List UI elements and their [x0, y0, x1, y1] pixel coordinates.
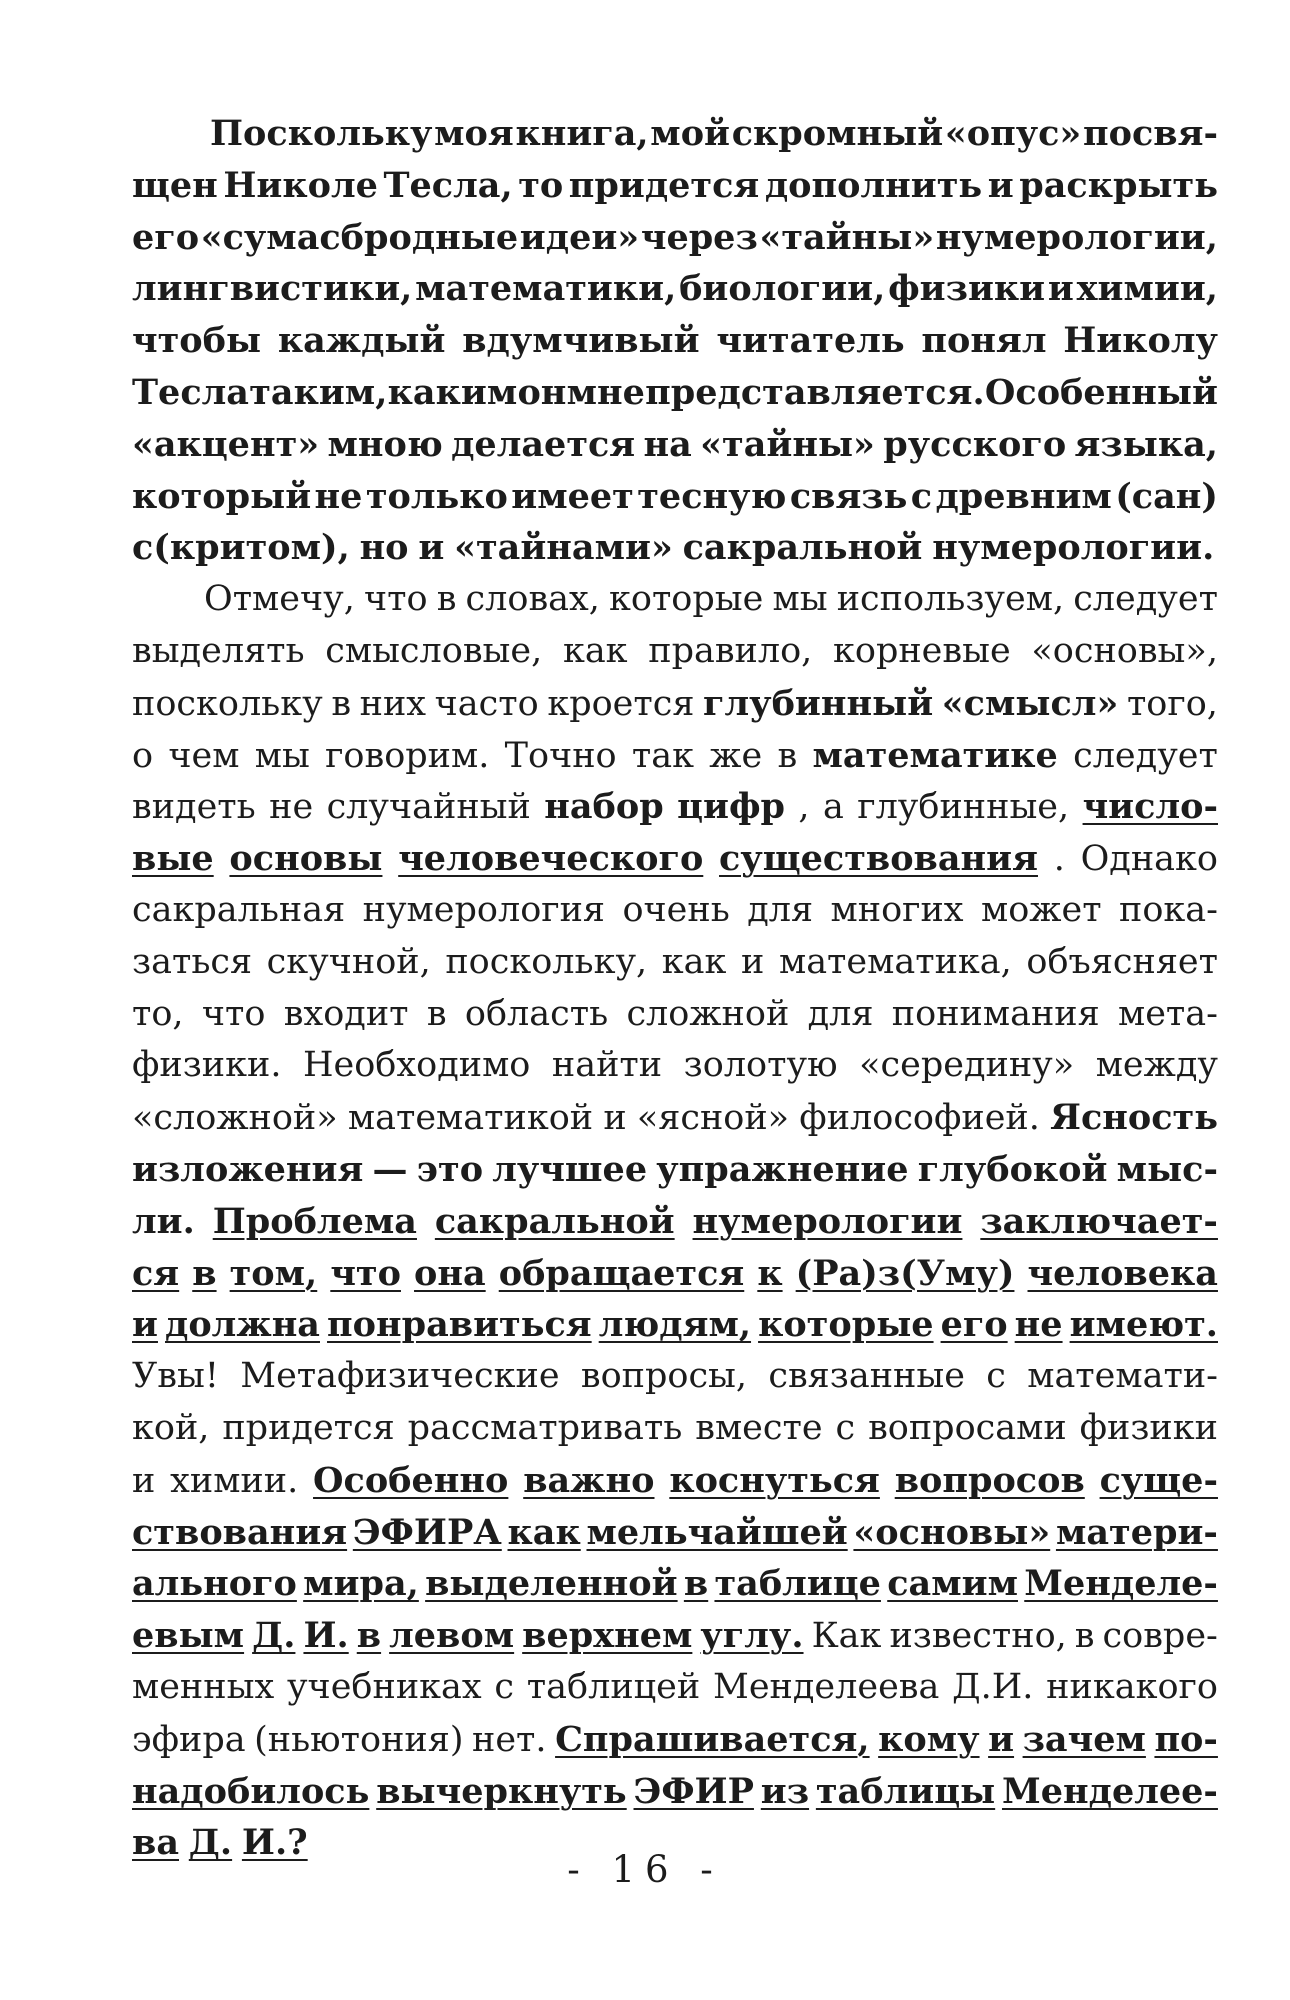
- text-word: того,: [1126, 683, 1218, 724]
- text-word: правило,: [648, 630, 813, 671]
- text-word: Тесла,: [383, 164, 513, 206]
- text-word: нумерология: [362, 889, 606, 930]
- text-word: дополнить: [764, 164, 983, 206]
- text-word: видеть: [132, 787, 256, 828]
- text-word: обращается: [498, 1252, 745, 1294]
- text-word: через: [640, 216, 758, 258]
- text-word: но: [359, 527, 409, 569]
- text-word: таблице: [714, 1563, 881, 1605]
- text-word: область: [464, 993, 609, 1034]
- text-word: древним: [935, 475, 1112, 517]
- text-line: [132, 1455, 1218, 1507]
- text-word: к: [757, 1252, 783, 1294]
- text-word: следует: [1073, 579, 1218, 620]
- text-word: по-: [1154, 1718, 1218, 1760]
- text-word: левом: [389, 1615, 515, 1657]
- text-word: в: [1074, 1616, 1095, 1657]
- text-word: том,: [229, 1252, 318, 1294]
- text-word: математикой: [347, 1098, 594, 1139]
- text-word: в: [683, 1563, 709, 1605]
- text-word: на: [643, 423, 692, 465]
- text-word: математи-: [1027, 1356, 1218, 1397]
- text-word: вычеркнуть: [376, 1770, 627, 1812]
- text-word: (сан): [1115, 475, 1218, 517]
- text-word: то,: [132, 993, 184, 1034]
- text-word: Николу: [1063, 320, 1218, 362]
- text-word: понравиться: [327, 1304, 592, 1346]
- text-word: и: [988, 1718, 1015, 1760]
- text-word: который: [132, 475, 312, 517]
- text-word: и: [987, 164, 1014, 206]
- text-word: математика,: [778, 941, 1012, 982]
- text-word: мыс-: [1116, 1148, 1218, 1190]
- text-word: нумерологии,: [935, 216, 1218, 258]
- text-word: физики.: [132, 1045, 282, 1086]
- text-word: моя: [434, 113, 514, 154]
- text-word: Отмечу,: [204, 579, 355, 620]
- text-line: [132, 678, 1218, 730]
- text-word: в: [356, 1615, 382, 1657]
- text-word: следует: [1073, 735, 1218, 776]
- text-word: идеи»: [519, 216, 640, 258]
- text-word: заться: [132, 941, 253, 982]
- text-word: мы: [772, 579, 828, 620]
- text-word: «смысл»: [941, 682, 1119, 724]
- text-word: ли.: [132, 1200, 195, 1242]
- text-word: «тайнами»: [454, 527, 673, 569]
- text-word: имеют.: [1069, 1304, 1218, 1346]
- text-line: [132, 1766, 1218, 1818]
- text-word: число-: [1082, 786, 1218, 828]
- text-line: [132, 1351, 1218, 1403]
- text-word: менных: [132, 1666, 275, 1707]
- text-word: из: [760, 1770, 810, 1812]
- text-word: для: [807, 993, 874, 1034]
- text-word: (ньютония): [254, 1719, 464, 1760]
- text-word: таблицей: [526, 1666, 701, 1707]
- text-word: придется: [568, 164, 760, 206]
- text-word: выделять: [132, 630, 305, 671]
- text-word: не: [314, 475, 363, 517]
- text-word: упражнение: [656, 1148, 909, 1190]
- text-word: сакральная: [132, 889, 346, 930]
- text-word: изложения: [132, 1148, 364, 1190]
- text-word: мельчайшей: [586, 1511, 848, 1553]
- text-word: которые: [758, 1304, 934, 1346]
- text-word: химии.: [170, 1460, 299, 1501]
- text-word: «тайны»: [759, 216, 935, 258]
- text-word: ального: [132, 1563, 297, 1605]
- text-word: и: [418, 527, 445, 569]
- text-word: Николе: [223, 164, 378, 206]
- text-line: [132, 1196, 1218, 1248]
- text-word: щен: [132, 164, 218, 206]
- text-word: придется: [222, 1407, 395, 1448]
- text-word: Как: [811, 1616, 882, 1657]
- text-line: [132, 1610, 1218, 1662]
- text-word: человека: [1027, 1252, 1218, 1294]
- text-word: он: [517, 371, 567, 413]
- text-word: Менделе-: [1024, 1563, 1218, 1605]
- text-word: сложной: [626, 993, 790, 1034]
- text-word: «ясной»: [636, 1098, 790, 1139]
- text-word: верхнем: [522, 1615, 693, 1657]
- text-word: то: [518, 164, 564, 206]
- text-word: поскольку,: [445, 941, 648, 982]
- text-word: понимания: [891, 993, 1100, 1034]
- text-word: углу.: [700, 1615, 804, 1657]
- text-word: Увы!: [132, 1356, 219, 1397]
- text-word: объясняет: [1026, 941, 1218, 982]
- text-word: пока-: [1119, 889, 1218, 930]
- text-word: вместе: [695, 1407, 823, 1448]
- text-word: рассматривать: [407, 1407, 683, 1448]
- text-word: и: [132, 1304, 158, 1346]
- text-word: как: [507, 1511, 581, 1553]
- text-word: случайный: [326, 787, 531, 828]
- text-word: в: [331, 683, 352, 724]
- text-line: [132, 1714, 1218, 1766]
- text-word: лингвистики,: [132, 268, 413, 310]
- text-word: так: [631, 735, 695, 776]
- text-word: его: [940, 1304, 1008, 1346]
- text-word: Необходимо: [303, 1045, 531, 1086]
- text-word: мета-: [1118, 993, 1218, 1034]
- text-word: же: [709, 735, 763, 776]
- text-word: коснуться: [669, 1459, 880, 1501]
- text-word: входит: [283, 993, 409, 1034]
- text-word: Поскольку: [210, 113, 433, 154]
- text-line: [132, 1558, 1218, 1610]
- text-word: скучной,: [266, 941, 431, 982]
- text-line: [132, 419, 1218, 471]
- text-word: его: [132, 216, 200, 258]
- text-line: [132, 108, 1218, 160]
- text-word: имеет: [511, 475, 634, 517]
- text-word: зачем: [1022, 1718, 1146, 1760]
- text-word: нумерологии: [692, 1200, 963, 1242]
- text-word: между: [1095, 1045, 1218, 1086]
- text-word: И.: [303, 1615, 349, 1657]
- text-line: [132, 574, 1218, 626]
- text-word: с: [494, 1666, 515, 1707]
- text-word: .: [1053, 839, 1065, 880]
- text-line: [132, 160, 1218, 212]
- page-text: [132, 108, 1218, 1869]
- text-line: [132, 367, 1218, 419]
- text-word: используем,: [836, 579, 1065, 620]
- text-word: Проблема: [212, 1200, 417, 1242]
- text-word: найти: [551, 1045, 663, 1086]
- text-word: нет.: [472, 1719, 547, 1760]
- text-line: [132, 212, 1218, 264]
- text-word: вдумчивый: [462, 320, 700, 362]
- text-word: с: [835, 1407, 856, 1448]
- text-word: —: [372, 1148, 408, 1190]
- text-word: это: [416, 1148, 484, 1190]
- text-word: лучшее: [492, 1148, 648, 1190]
- text-line: [132, 1403, 1218, 1455]
- text-line: [132, 989, 1218, 1041]
- text-line: [132, 522, 1218, 574]
- text-word: ся: [132, 1252, 180, 1294]
- text-word: как: [661, 941, 727, 982]
- text-word: «середину»: [859, 1045, 1075, 1086]
- text-word: Д.: [188, 1822, 233, 1864]
- text-word: эфира: [132, 1719, 246, 1760]
- text-word: цифр: [677, 786, 785, 828]
- text-line: [132, 730, 1218, 782]
- text-word: физики: [888, 268, 1046, 310]
- text-word: тесную: [637, 475, 787, 517]
- text-line: [132, 1299, 1218, 1351]
- text-word: математики,: [415, 268, 677, 310]
- text-word: посвя-: [1083, 113, 1218, 154]
- text-word: математике: [812, 734, 1058, 776]
- text-word: сакральной: [434, 1200, 675, 1242]
- text-line: [132, 626, 1218, 678]
- text-word: языка,: [1074, 423, 1218, 465]
- text-line: [132, 781, 1218, 833]
- text-line: [132, 1092, 1218, 1144]
- text-word: русского: [883, 423, 1067, 465]
- text-word: вопросами: [868, 1407, 1067, 1448]
- text-word: говорим.: [325, 735, 490, 776]
- text-word: существования: [719, 838, 1038, 880]
- text-word: скромный: [731, 113, 944, 154]
- text-word: с: [910, 475, 933, 517]
- text-word: Точно: [504, 735, 617, 776]
- text-line: [132, 263, 1218, 315]
- text-line: [132, 1144, 1218, 1196]
- text-word: физики: [1079, 1407, 1218, 1448]
- text-word: и: [1047, 268, 1074, 310]
- text-word: человеческого: [398, 838, 704, 880]
- text-word: Особенно: [313, 1459, 509, 1501]
- text-word: (Ра)з(Уму): [795, 1252, 1015, 1294]
- text-word: только: [365, 475, 508, 517]
- text-word: глубокой: [917, 1148, 1108, 1190]
- text-word: ствования: [132, 1511, 348, 1553]
- text-word: кой,: [132, 1407, 210, 1448]
- text-word: совре-: [1102, 1616, 1218, 1657]
- text-word: «сложной»: [132, 1098, 338, 1139]
- text-word: представляется.: [645, 371, 985, 413]
- page-number: - 16 -: [567, 1848, 723, 1891]
- text-word: «сумасбродные: [200, 216, 519, 258]
- text-word: понял: [921, 320, 1047, 362]
- text-word: раскрыть: [1019, 164, 1218, 206]
- text-word: корневые: [833, 630, 1011, 671]
- text-word: биологии,: [679, 268, 886, 310]
- text-word: и: [741, 941, 765, 982]
- text-word: выделенной: [425, 1563, 678, 1605]
- text-word: чтобы: [132, 320, 262, 362]
- text-word: и: [603, 1098, 627, 1139]
- text-word: связанные: [768, 1356, 965, 1397]
- text-word: важно: [523, 1459, 655, 1501]
- text-word: и: [132, 1460, 156, 1501]
- text-word: Спрашивается,: [555, 1718, 870, 1760]
- text-word: ва: [132, 1822, 179, 1864]
- text-word: золотую: [683, 1045, 838, 1086]
- text-word: в: [436, 579, 457, 620]
- text-word: «основы»: [853, 1511, 1051, 1553]
- text-word: многих: [830, 889, 964, 930]
- text-word: философией.: [799, 1098, 1040, 1139]
- text-word: с(критом),: [132, 527, 350, 569]
- text-word: людям,: [598, 1304, 752, 1346]
- text-word: кому: [878, 1718, 980, 1760]
- text-word: не: [1014, 1304, 1063, 1346]
- text-word: глубинный: [703, 682, 934, 724]
- text-word: кроется: [547, 683, 695, 724]
- text-word: глубинные,: [857, 787, 1070, 828]
- text-word: с: [986, 1356, 1006, 1397]
- text-word: заключает-: [980, 1200, 1218, 1242]
- text-word: вопросы,: [580, 1356, 748, 1397]
- text-word: сакральной: [682, 527, 923, 569]
- text-word: Тесла: [132, 371, 249, 413]
- text-word: чем: [168, 735, 240, 776]
- text-line: [132, 471, 1218, 523]
- text-word: которые: [609, 579, 764, 620]
- text-word: книга,: [515, 113, 649, 154]
- text-word: очень: [622, 889, 730, 930]
- text-word: матери-: [1055, 1511, 1218, 1553]
- text-word: в: [192, 1252, 217, 1294]
- text-word: в: [426, 993, 447, 1034]
- text-line: [132, 1507, 1218, 1559]
- text-word: евым: [132, 1615, 245, 1657]
- text-word: учебниках: [286, 1666, 482, 1707]
- text-word: мира,: [303, 1563, 419, 1605]
- text-word: должна: [165, 1304, 320, 1346]
- text-word: Метафизические: [240, 1356, 560, 1397]
- text-word: самим: [887, 1563, 1018, 1605]
- text-word: них: [359, 683, 427, 724]
- text-word: Менделее-: [1001, 1770, 1218, 1812]
- text-word: «акцент»: [132, 423, 320, 465]
- text-word: таким,: [249, 371, 388, 413]
- text-word: суще-: [1099, 1459, 1218, 1501]
- text-line: [132, 1248, 1218, 1300]
- text-word: «основы»,: [1031, 630, 1218, 671]
- text-word: «тайны»: [700, 423, 875, 465]
- text-word: смысловые,: [325, 630, 543, 671]
- text-word: Ясность: [1050, 1097, 1218, 1139]
- text-word: для: [747, 889, 814, 930]
- text-word: Особенный: [984, 371, 1218, 413]
- text-word: а: [822, 787, 844, 828]
- text-word: что: [201, 993, 266, 1034]
- text-word: делается: [451, 423, 636, 465]
- text-word: Менделеева: [713, 1666, 940, 1707]
- text-word: в: [777, 735, 798, 776]
- text-word: словах,: [465, 579, 600, 620]
- text-word: может: [980, 889, 1102, 930]
- text-word: мне: [566, 371, 645, 413]
- text-word: надобилось: [132, 1770, 370, 1812]
- text-word: мой: [650, 113, 731, 154]
- text-word: нумерологии.: [932, 527, 1215, 569]
- text-word: Однако: [1080, 839, 1218, 880]
- text-word: ,: [798, 787, 810, 828]
- text-word: читатель: [716, 320, 905, 362]
- text-word: известно,: [889, 1616, 1067, 1657]
- text-word: «опус»: [944, 113, 1082, 154]
- text-line: [132, 315, 1218, 367]
- text-word: Д.И.: [952, 1666, 1034, 1707]
- text-word: часто: [434, 683, 539, 724]
- text-line: [132, 885, 1218, 937]
- text-word: И.?: [241, 1822, 308, 1864]
- text-word: никакого: [1046, 1666, 1218, 1707]
- text-line: [132, 833, 1218, 885]
- text-word: вопросов: [894, 1459, 1085, 1501]
- text-word: химии,: [1076, 268, 1218, 310]
- text-word: набор: [544, 786, 664, 828]
- text-line: [132, 937, 1218, 989]
- text-line: [132, 1040, 1218, 1092]
- text-word: таблицы: [815, 1770, 996, 1812]
- text-word: Д.: [252, 1615, 296, 1657]
- text-word: каждый: [277, 320, 446, 362]
- text-word: связь: [789, 475, 908, 517]
- text-word: мною: [327, 423, 443, 465]
- text-word: ЭФИР: [633, 1770, 754, 1812]
- text-word: что: [363, 579, 428, 620]
- text-word: основы: [229, 838, 383, 880]
- text-line: [132, 1662, 1218, 1714]
- text-word: о: [132, 735, 154, 776]
- text-word: ЭФИРА: [352, 1511, 502, 1553]
- text-word: она: [414, 1252, 486, 1294]
- text-word: мы: [254, 735, 310, 776]
- text-word: что: [330, 1252, 401, 1294]
- text-word: поскольку: [132, 683, 323, 724]
- text-word: как: [562, 630, 628, 671]
- text-word: не: [269, 787, 314, 828]
- text-word: каким: [387, 371, 518, 413]
- text-word: вые: [132, 838, 214, 880]
